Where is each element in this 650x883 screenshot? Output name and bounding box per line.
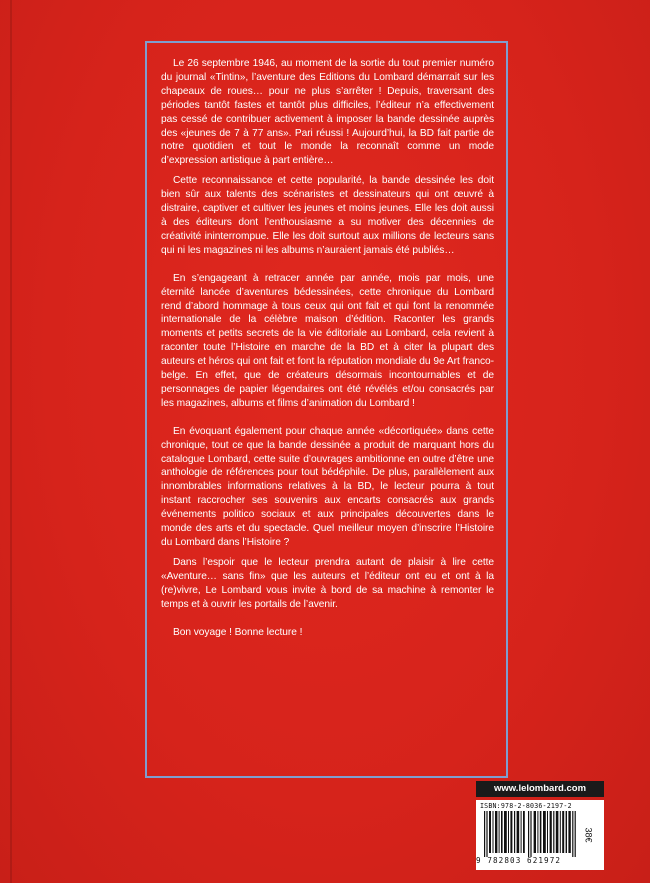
- barcode-digits: 9 782803 621972: [476, 856, 562, 865]
- text-frame: [145, 41, 508, 778]
- paragraph-anthology: En évoquant également pour chaque année «décortiquée» dans cette chronique, tout ce que la bande dessinée a produit de marquant hors du catalogue Lombard, cette suite d’ouvrages ambitionne en outre d’être une anthologie de références pour tout bédéphile. De plus, parallèlement aux innombrables informations relatives à la BD, le lecteur pourra à tout instant raccrocher ses souvenirs aux encarts consacrés aux grands événements politico sociaux et aux principales découvertes dans le monde des arts et du spectacle. Quel meilleur moyen d’inscrire l’Histoire du Lombard dans l’Histoire ?: [161, 425, 494, 548]
- paragraph-invitation: Dans l’espoir que le lecteur prendra autant de plaisir à lire cette «Aventure… sans fin» que les auteurs et l’éditeur ont eu et ont à la (re)vivre, Le Lombard vous invite à bord de sa machine à remonter le temps et à ouvrir les portails de l’avenir.: [161, 556, 494, 610]
- barcode-label: [476, 800, 604, 870]
- spine-edge: [10, 0, 12, 883]
- paragraph-recognition: Cette reconnaissance et cette popularité, la bande dessinée les doit bien sûr aux talents des scénaristes et dessinateurs qui ont œuvré à distraire, captiver et cultiver les jeunes et moins jeunes. Elle les doit aussi à des éditeurs dont l’enthousiasme a su motiver des décennies de créativité ininterrompue. Elle les doit surtout aux millions de lecteurs sans qui ni les magazines ni les albums n’auraient jamais été publiés…: [161, 175, 494, 256]
- isbn-text: ISBN:978-2-8036-2197-2: [480, 802, 572, 810]
- paragraph-closing: Bon voyage ! Bonne lecture !: [173, 626, 303, 638]
- barcode-icon: [484, 811, 576, 857]
- price-label: 38€: [583, 827, 594, 843]
- publisher-website: www.lelombard.com: [476, 781, 604, 797]
- paragraph-chronicle: En s’engageant à retracer année par année, mois par mois, une éternité lancée d’aventures bédessinées, cette chronique du Lombard rend d’abord hommage à tous ceux qui ont fait et qui font la renommée internationale de la célèbre maison d’édition. Raconter les grands moments et petits secrets de la vie éditoriale au Lombard, cela revient à raconter toute l’Histoire en marche de la BD et à citer la plupart des auteurs et héros qui ont fait et font la réputation mondiale du 9e Art franco-belge. En effet, que de créateurs désormais incontournables et de personnages de papier légendaires ont été révélés et/ou consacrés par les magazines, albums et films d’animation du Lombard !: [161, 272, 494, 409]
- paragraph-intro: Le 26 septembre 1946, au moment de la sortie du tout premier numéro du journal «Tintin», l’aventure des Editions du Lombard démarrait sur les chapeaux de roues… pour ne plus s’arrêter ! Depuis, traversant des périodes tantôt fastes et tantôt plus difficiles, l’éditeur n’a effectivement pas cessé de contribuer activement à imposer la bande dessinée auprès des «jeunes de 7 à 77 ans». Pari réussi ! Aujourd’hui, la BD fait partie de notre quotidien et tout le monde la reconnaît comme un mode d’expression artistique à part entière…: [161, 58, 494, 167]
